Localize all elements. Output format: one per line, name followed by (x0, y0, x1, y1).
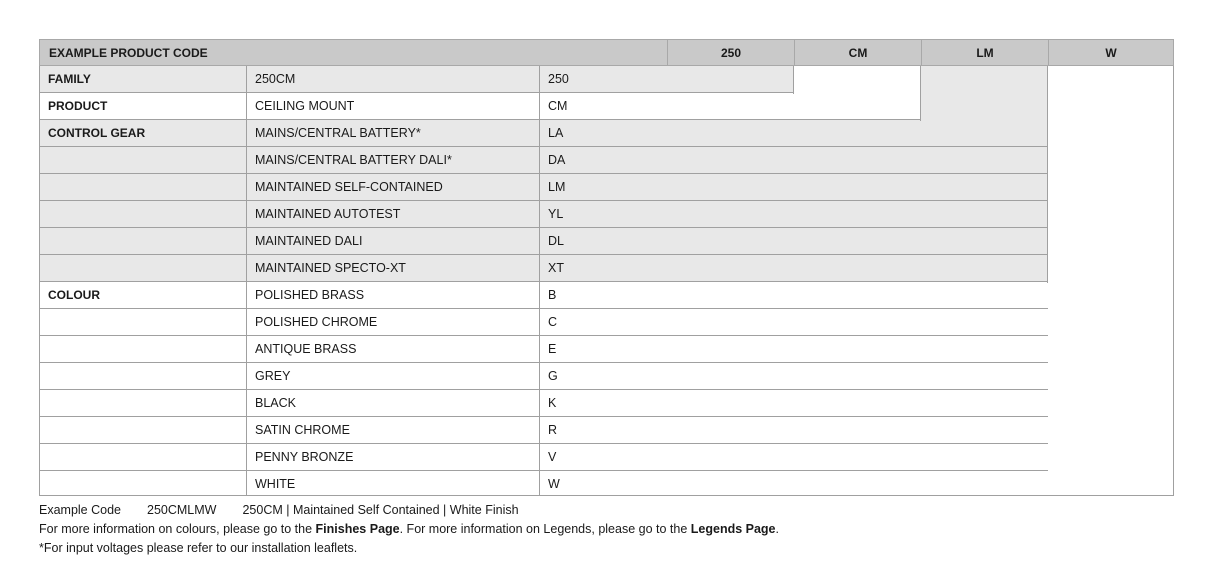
row-code: B (548, 288, 557, 302)
voltage-note: *For input voltages please refer to our installation leaflets. (39, 541, 358, 555)
table-row (39, 228, 1174, 255)
row-description: SATIN CHROME (255, 423, 350, 437)
header-title: EXAMPLE PRODUCT CODE (39, 39, 667, 66)
row-description: POLISHED BRASS (255, 288, 365, 302)
row-label: COLOUR (48, 288, 100, 302)
table-row (39, 201, 1174, 228)
row-code: LM (548, 180, 566, 194)
row-label (39, 390, 246, 417)
header-code-family: 250 (667, 39, 794, 66)
example-code-line (39, 503, 519, 517)
table-row (39, 363, 1174, 390)
table-row (39, 390, 1174, 417)
row-code: CM (548, 99, 568, 113)
product-code-table (39, 39, 1174, 496)
example-code-description: 250CM | Maintained Self Contained | White Finish (242, 503, 519, 517)
finishes-page-link[interactable]: Finishes Page (315, 522, 400, 536)
table-row (39, 309, 1174, 336)
row-label (39, 417, 246, 444)
header-code-colour: W (1048, 39, 1174, 66)
row-description: MAINTAINED AUTOTEST (255, 207, 401, 221)
row-label (39, 309, 246, 336)
row-label (39, 363, 246, 390)
row-description: POLISHED CHROME (255, 315, 378, 329)
row-label (39, 228, 246, 255)
header-code-product: CM (794, 39, 921, 66)
row-label (39, 444, 246, 471)
row-label (39, 174, 246, 201)
example-code-value: 250CMLMW (147, 503, 217, 517)
row-code: XT (548, 261, 564, 275)
table-row (39, 120, 1174, 147)
row-code: DA (548, 153, 566, 167)
row-description: MAINTAINED DALI (255, 234, 363, 248)
row-label (39, 255, 246, 282)
table-row (39, 66, 1174, 93)
row-code: DL (548, 234, 564, 248)
row-code: 250 (548, 72, 569, 86)
table-row (39, 174, 1174, 201)
row-description: BLACK (255, 396, 296, 410)
row-description: CEILING MOUNT (255, 99, 355, 113)
row-label (39, 336, 246, 363)
row-label (39, 147, 246, 174)
table-row (39, 336, 1174, 363)
example-code-label: Example Code (39, 503, 121, 517)
row-description: MAINS/CENTRAL BATTERY* (255, 126, 421, 140)
table-row (39, 282, 1174, 309)
row-description: MAINTAINED SELF-CONTAINED (255, 180, 443, 194)
row-code: LA (548, 126, 564, 140)
row-description: MAINS/CENTRAL BATTERY DALI* (255, 153, 452, 167)
header-code-gear: LM (921, 39, 1048, 66)
row-label (39, 471, 246, 495)
row-code: E (548, 342, 557, 356)
row-description: MAINTAINED SPECTO-XT (255, 261, 406, 275)
table-row (39, 93, 1174, 120)
row-code: YL (548, 207, 564, 221)
row-description: GREY (255, 369, 291, 383)
legends-page-link[interactable]: Legends Page (690, 522, 776, 536)
row-code: G (548, 369, 558, 383)
row-code: R (548, 423, 558, 437)
row-code: W (548, 477, 560, 491)
row-label: PRODUCT (48, 99, 108, 113)
table-row (39, 255, 1174, 282)
row-description: WHITE (255, 477, 296, 491)
table-row (39, 147, 1174, 174)
row-description: 250CM (255, 72, 296, 86)
row-code: C (548, 315, 558, 329)
row-code: K (548, 396, 557, 410)
row-description: PENNY BRONZE (255, 450, 354, 464)
table-row (39, 444, 1174, 471)
row-description: ANTIQUE BRASS (255, 342, 357, 356)
table-row (39, 471, 1174, 495)
row-label (39, 201, 246, 228)
info-line: For more information on colours, please go to the Finishes Page. For more information on Legends, please go to the Legends Page. (39, 522, 779, 536)
row-label: FAMILY (48, 72, 91, 86)
row-label: CONTROL GEAR (48, 126, 146, 140)
row-code: V (548, 450, 557, 464)
table-row (39, 417, 1174, 444)
